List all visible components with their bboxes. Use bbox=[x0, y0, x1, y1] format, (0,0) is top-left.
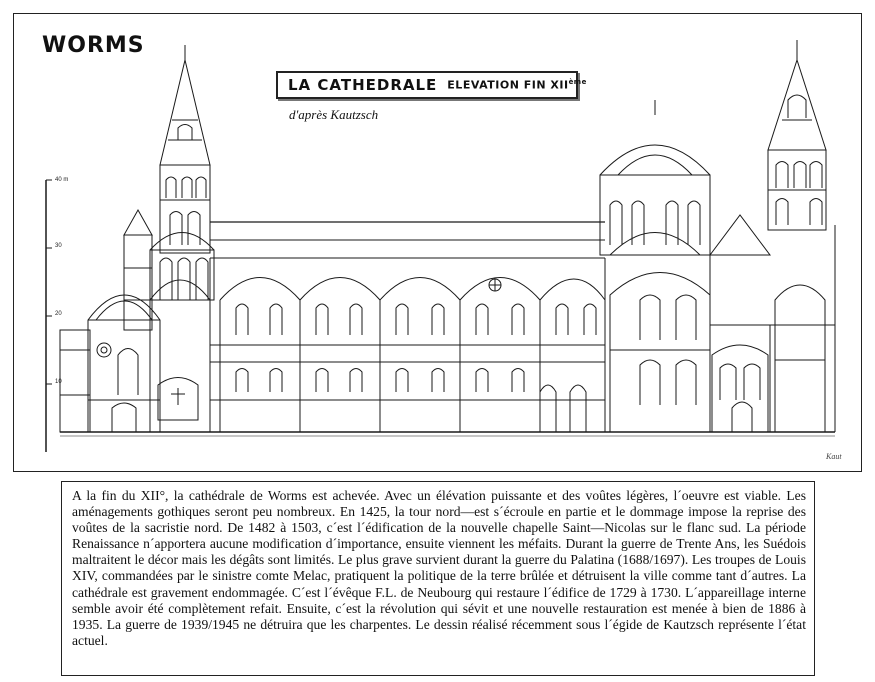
nave-bays bbox=[210, 258, 605, 432]
scale-label-top: 40 m bbox=[55, 177, 69, 183]
title-sup: ème bbox=[568, 78, 587, 87]
scale-bar bbox=[46, 177, 68, 452]
west-stair-tower bbox=[124, 210, 152, 330]
title-main: LA CATHEDRALE bbox=[288, 76, 438, 94]
scale-label-20: 20 bbox=[55, 311, 62, 317]
east-gable bbox=[710, 215, 770, 255]
caption-text: A la fin du XII°, la cathédrale de Worms est achevée. Avec un élévation puissante et des voûtes légères, l´oeuvre est viable. Les aménagements gothiques seront peu nombreux. En 1425, la tour nord—est s´écroule en partie et le dommage impose la reprise des voûtes de la sacristie nord. De 1482 à 1503, c´est l´édification de la nouvelle chapelle Saint—Nicolas sur le flanc sud. La période Renaissance n´apportera aucune modification d´importance, ensuite viennent les méfaits. Durant la guerre de Trente Ans, les Suédois maltraitent le décor mais les dégâts sont limités. Le plus grave survient durant la guerre du Palatina (1688/1697). Les troupes de Louis XIV, commandées par le sinistre comte Melac, pratiquent la politique de la terre brûlée et détruisent la ville comme tant d´autres. La cathédrale est gravement endommagée. C´est l´évêque F.L. de Neubourg qui restaure l´édifice de 1729 à 1730. L´appareillage interne semble avoir été complètement refait. Ensuite, c´est la révolution qui sévit et une nouvelle restauration est menée à bien de 1886 à 1935. La guerre de 1939/1945 ne détruira que les charpentes. Le dessin réalisé récemment sous l´égide de Kautzsch représente l´état actuel. bbox=[72, 488, 806, 648]
east-choir bbox=[610, 225, 835, 432]
drawing-credit: d'après Kautzsch bbox=[289, 107, 379, 122]
west-tower bbox=[160, 45, 210, 253]
title-sub-text: ELEVATION FIN XII bbox=[447, 78, 569, 92]
city-heading: WORMS bbox=[42, 33, 145, 58]
drawing-signature: Kaut bbox=[826, 452, 842, 461]
west-chapel bbox=[60, 330, 90, 432]
scale-label-10: 10 bbox=[55, 379, 62, 385]
east-tower bbox=[768, 40, 826, 230]
scale-label-30: 30 bbox=[55, 243, 62, 249]
nave-roof bbox=[210, 222, 605, 258]
east-crossing-dome bbox=[600, 100, 710, 255]
